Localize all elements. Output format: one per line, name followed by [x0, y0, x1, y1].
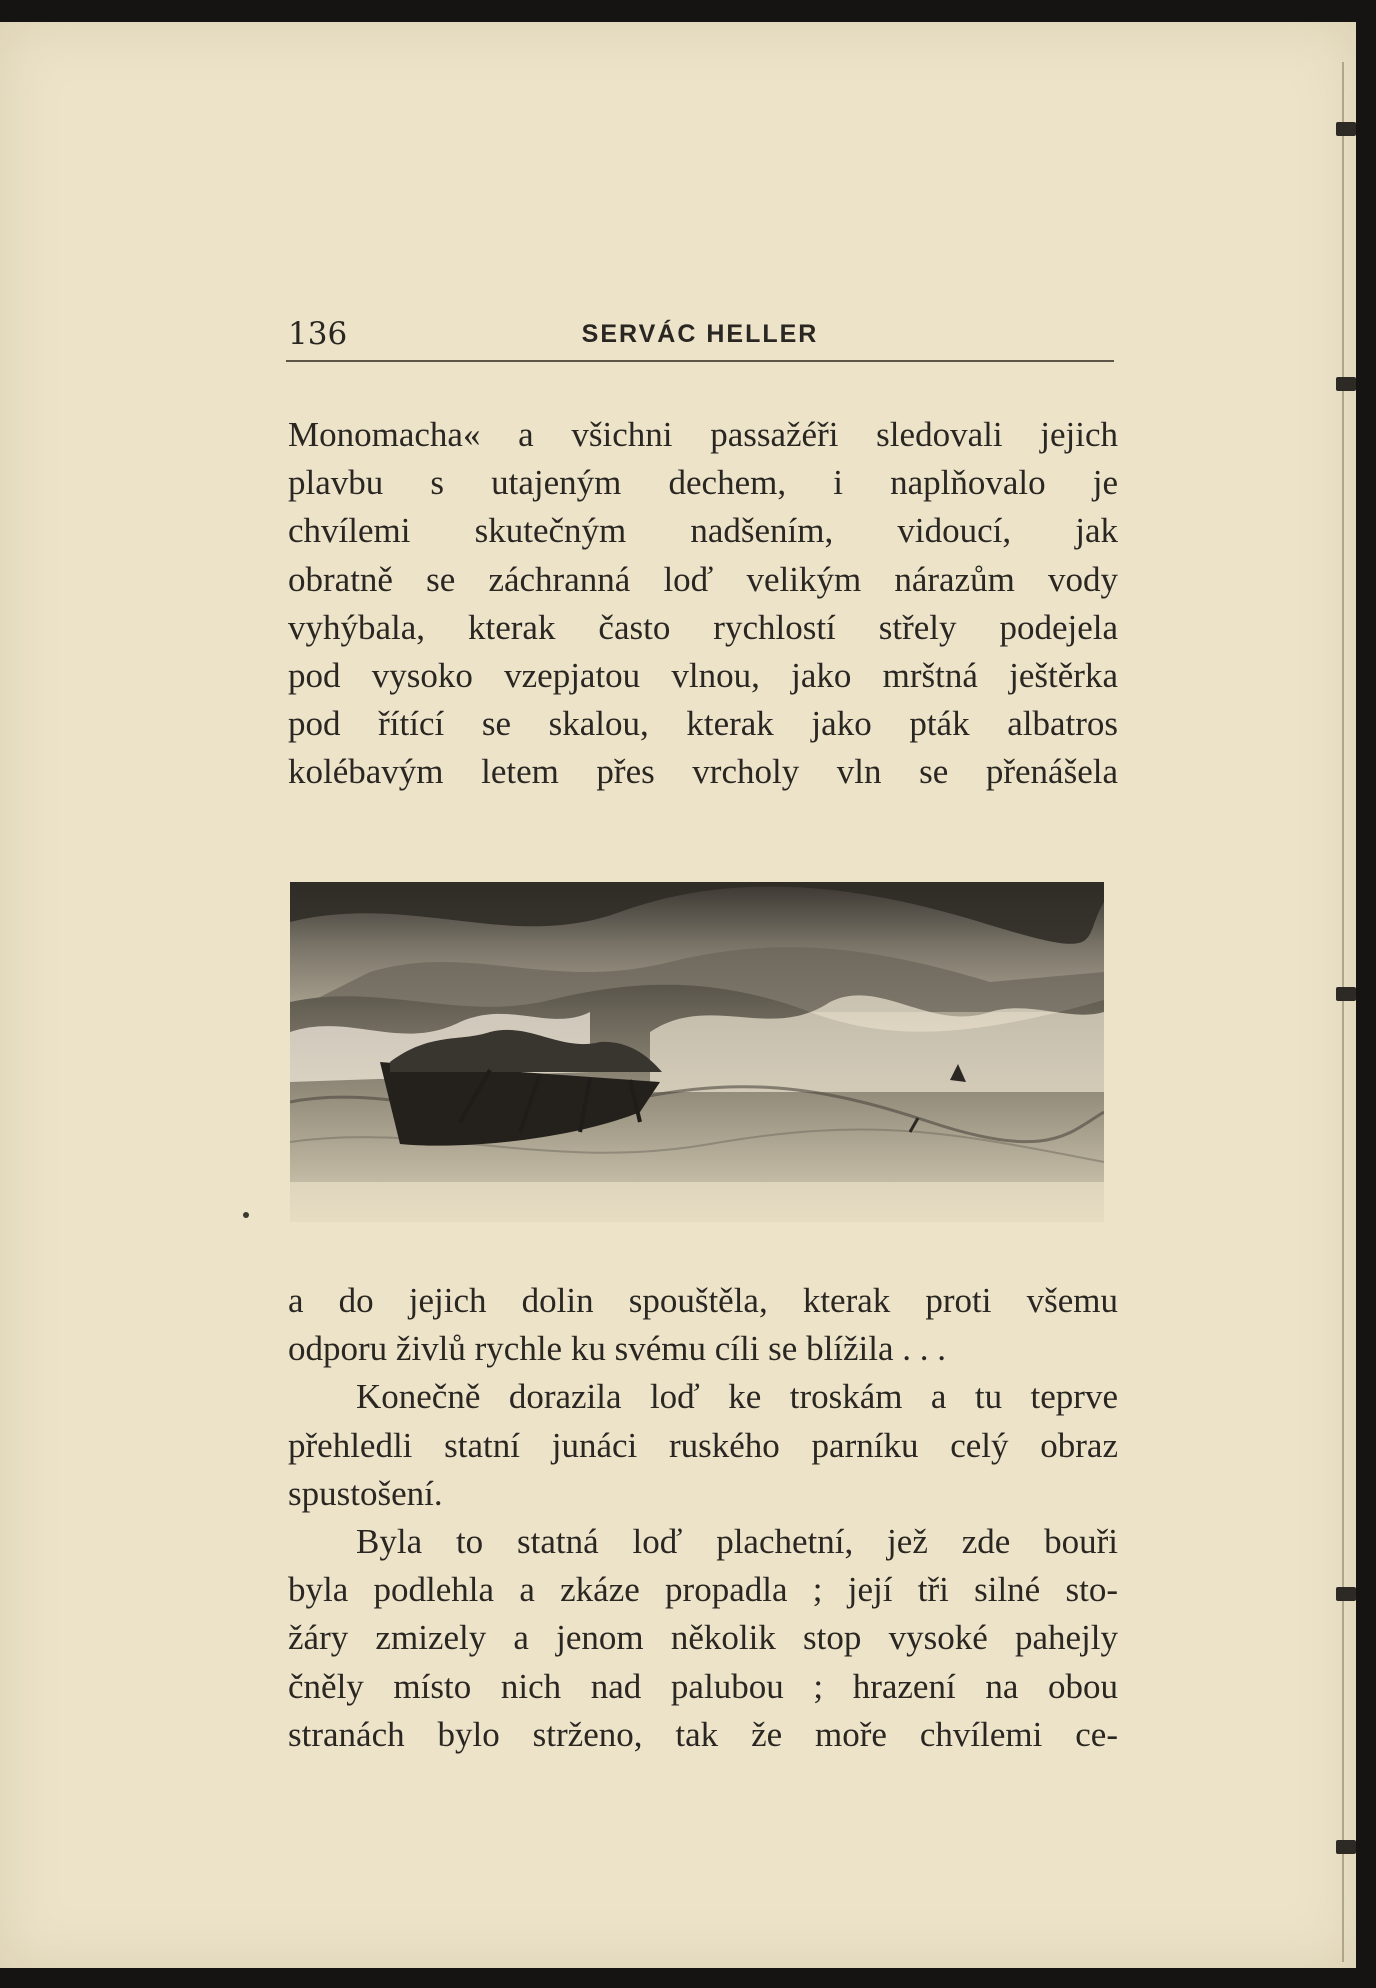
edge-mark — [1336, 1587, 1356, 1601]
text-line: kolébavým letem přes vrcholy vln se přenášela — [288, 752, 1118, 792]
text-line: žáry zmizely a jenom několik stop vysoké pahejly — [288, 1618, 1118, 1658]
edge-mark — [1336, 377, 1356, 391]
text-line: chvílemi skutečným nadšením, vidoucí, jak — [288, 511, 1118, 551]
text-line: byla podlehla a zkáze propadla ; její tři silné sto- — [288, 1570, 1118, 1610]
book-page — [0, 22, 1356, 1968]
text-line: pod řítící se skalou, kterak jako pták albatros — [288, 704, 1118, 744]
text-line: Konečně dorazila loď ke troskám a tu teprve — [356, 1377, 1118, 1417]
text-block-top — [288, 411, 1118, 797]
text-line: Monomacha« a všichni passažéři sledovali jejich — [288, 415, 1118, 454]
text-line: Byla to statná loď plachetní, jež zde bouři — [356, 1521, 1118, 1561]
text-line: plavbu s utajeným dechem, i naplňovalo je — [288, 463, 1118, 503]
ink-speck — [243, 1212, 249, 1218]
lifeboat-in-storm-engraving-icon — [290, 882, 1104, 1222]
text-line: odporu živlů rychle ku svému cíli se blížila . . . — [288, 1329, 947, 1369]
text-block-bottom — [288, 1277, 1118, 1759]
page-number: 136 — [288, 316, 348, 352]
running-title: SERVÁC HELLER — [581, 320, 819, 348]
text-line: spustošení. — [288, 1473, 443, 1513]
text-line: a do jejich dolin spouštěla, kterak proti všemu — [288, 1281, 1118, 1320]
text-line: obratně se záchranná loď velikým nárazům vody — [288, 559, 1118, 599]
edge-mark — [1336, 1840, 1356, 1854]
vignette-fade — [290, 1182, 1104, 1222]
edge-mark — [1336, 122, 1356, 136]
page-edge — [1342, 62, 1358, 1962]
text-line: vyhýbala, kterak často rychlostí střely podejela — [288, 607, 1118, 647]
text-line: pod vysoko vzepjatou vlnou, jako mrštná ještěrka — [288, 655, 1118, 695]
text-line: přehledli statní junáci ruského parníku celý obraz — [288, 1425, 1118, 1465]
running-head — [286, 312, 1114, 362]
edge-mark — [1336, 987, 1356, 1001]
text-line: čněly místo nich nad palubou ; hrazení na obou — [288, 1666, 1118, 1706]
storm-illustration — [290, 882, 1104, 1222]
text-line: stranách bylo strženo, tak že moře chvílemi ce- — [288, 1714, 1118, 1754]
